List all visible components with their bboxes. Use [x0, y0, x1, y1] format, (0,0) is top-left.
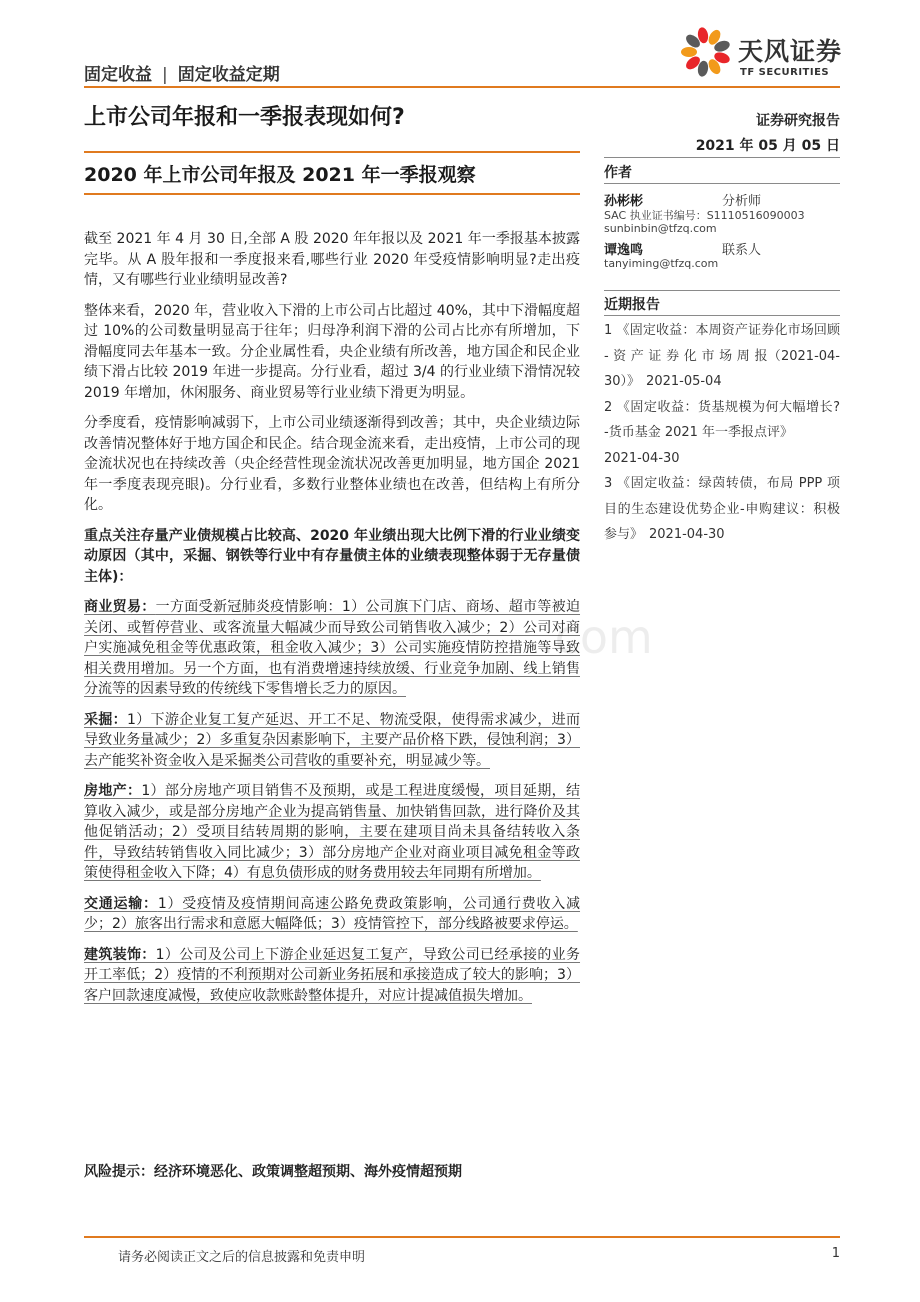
recent-report-date: 2021-05-04 [646, 374, 722, 389]
logo-text-cn: 天风证券 [738, 37, 843, 66]
watermark: .com [540, 610, 653, 664]
page-number: 1 [831, 1246, 840, 1261]
footer-divider [84, 1236, 840, 1238]
industry-section [84, 710, 580, 772]
recent-report-item[interactable] [604, 318, 840, 395]
industry-text: 1）下游企业复工复产延迟、开工不足、物流受限，使得需求减少，进而导致业务量减少；2）多重复杂因素影响下，主要产品价格下跌，侵蚀利润；3）去产能奖补资金收入是采掘类公司营收的重要补充，明显减少等。 [84, 711, 581, 769]
summary-paragraph: 整体来看，2020 年，营业收入下滑的上市公司占比超过 40%，其中下滑幅度超过 10%的公司数量明显高于往年；归母净利润下滑的公司占比亦有所增加，下滑幅度同去年基本一致。分企业属性看，央企业绩有所改善，地方国企和民企业绩下滑占比较 2019 年进一步提高。分行业看，超过 3/4 的行业业绩下滑情况较 2019 年增加，休闲服务、商业贸易等行业业绩下滑更为明显。 [84, 302, 580, 401]
recent-report-title: 3 《固定收益：绿茵转债，布局 PPP 项目的生态建设优势企业-申购建议：积极参与》 [604, 476, 840, 542]
industry-label: 商业贸易： [84, 599, 156, 615]
logo-text-en: TF SECURITIES [740, 67, 830, 78]
page-title: 上市公司年报和一季报表现如何? [84, 105, 405, 130]
report-type: 证券研究报告 [756, 113, 840, 129]
industry-label: 交通运输： [84, 895, 158, 912]
author-divider-top [604, 157, 840, 158]
industry-text: 1）公司及公司上下游企业延迟复工复产，导致公司已经承接的业务开工率低；2）疫情的不利预期对公司新业务拓展和承接造成了较大的影响；3）客户回款速度减慢，致使应收款账龄整体提升，对应计提减值损失增加。 [84, 946, 581, 1004]
author-email: tanyiming@tfzq.com [604, 257, 719, 270]
header-divider [84, 86, 840, 88]
industry-label: 采掘： [84, 711, 127, 728]
recent-divider [604, 315, 840, 316]
industry-text: 一方面受新冠肺炎疫情影响：1）公司旗下门店、商场、超市等被迫关闭、或暂停营业、或客流量大幅减少而导致公司销售收入减少；2）公司对商户实施减免租金等优惠政策，租金收入减少；3）公司实施疫情防控措施等导致相关费用增加。另一个方面，也有消费增速持续放缓、行业竞争加剧、线上销售分流等的因素导致的传统线下零售增长乏力的原因。 [84, 599, 581, 697]
footer-disclaimer: 请务必阅读正文之后的信息披露和免责申明 [118, 1250, 366, 1265]
industry-section [84, 597, 580, 700]
subtitle-divider [84, 193, 580, 195]
industry-text: 1）部分房地产项目销售不及预期，或是工程进度缓慢，项目延期，结算收入减少，或是部分房地产企业为提高销售量、加快销售回款，进行降价及其他促销活动；2）受项目结转周期的影响，主要在建项目尚未具备结转收入条件，导致结转销售收入同比减少；3）部分房地产企业对商业项目减免租金等政策使得租金收入下降；4）有息负债形成的财务费用较去年同期有所增加。 [84, 783, 581, 881]
report-category [84, 60, 280, 85]
recent-report-date: 2021-04-30 [604, 450, 680, 466]
main-content [84, 229, 580, 1016]
author-role: 联系人 [722, 243, 762, 258]
author-name: 谭逸鸣 [604, 243, 644, 258]
author-name: 孙彬彬 [604, 194, 644, 209]
recent-report-title: 1 《固定收益：本周资产证券化市场回顾 - 资 产 证 券 化 市 场 周 报（2021-04-30）》 [604, 323, 840, 389]
author-cert: SAC 执业证书编号：S1110516090003 [604, 209, 805, 222]
focus-paragraph: 重点关注存量产业债规模占比较高、2020 年业绩出现大比例下滑的行业业绩变动原因（其中，采掘、钢铁等行业中有存量债主体的业绩表现整体弱于无存量债主体)： [84, 527, 580, 585]
author-role: 分析师 [722, 194, 762, 209]
report-date: 2021 年 05 月 05 日 [695, 138, 840, 154]
industry-label: 建筑装饰： [84, 946, 156, 963]
risk-warning: 风险提示：经济环境恶化、政策调整超预期、海外疫情超预期 [84, 1164, 462, 1180]
logo-petal-icon [681, 47, 697, 57]
author-heading: 作者 [604, 165, 632, 181]
author-email: sunbinbin@tfzq.com [604, 222, 717, 235]
industry-label: 房地产： [84, 783, 142, 799]
summary-paragraph: 分季度看，疫情影响减弱下，上市公司业绩逐渐得到改善；其中，央企业绩边际改善情况整体好于地方国企和民企。结合现金流来看，走出疫情，上市公司的现金流状况也在持续改善（央企经营性现金流状况改善更加明显，地方国企 2021 年一季度表现亮眼)。分行业看，多数行业整体业绩也在改善，但结构上有所分化。 [84, 415, 580, 513]
recent-report-item[interactable] [604, 471, 840, 548]
author-divider [604, 183, 840, 184]
category-separator: | [162, 65, 168, 85]
recent-divider-top [604, 290, 840, 291]
recent-reports-heading: 近期报告 [604, 297, 660, 313]
category-sub: 固定收益定期 [177, 65, 280, 85]
industry-section [84, 781, 580, 884]
industry-section [84, 894, 580, 935]
recent-reports-list [604, 318, 840, 548]
title-divider [84, 151, 580, 153]
recent-report-item[interactable] [604, 395, 840, 472]
summary-paragraph: 截至 2021 年 4 月 30 日,全部 A 股 2020 年年报以及 2021 年一季报基本披露完毕。从 A 股年报和一季度报来看,哪些行业 2020 年受疫情影响明显?走出疫情，又有哪些行业业绩明显改善? [84, 231, 580, 288]
industry-text: 1）受疫情及疫情期间高速公路免费政策影响，公司通行费收入减少；2）旅客出行需求和意愿大幅降低；3）疫情管控下，部分线路被要求停运。 [84, 895, 581, 932]
report-subtitle: 2020 年上市公司年报及 2021 年一季报观察 [84, 164, 476, 186]
industry-section [84, 945, 580, 1007]
category-main: 固定收益 [84, 65, 152, 85]
recent-report-title: 2 《固定收益：货基规模为何大幅增长? -货币基金 2021 年一季报点评》 [604, 399, 840, 440]
recent-report-date: 2021-04-30 [649, 527, 725, 542]
